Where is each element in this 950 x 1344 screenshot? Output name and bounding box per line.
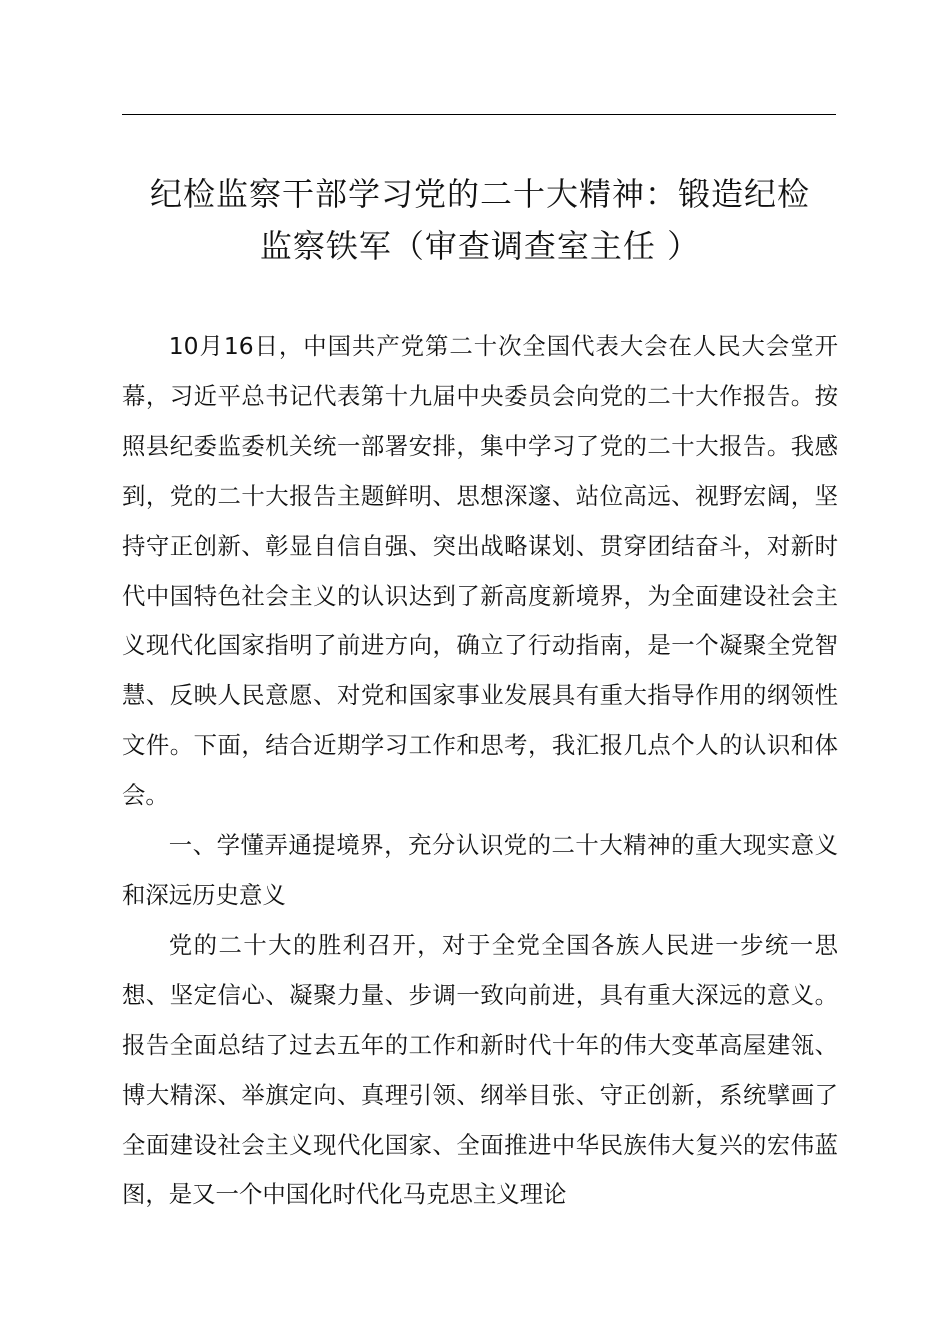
paragraph-section-1: 党的二十大的胜利召开，对于全党全国各族人民进一步统一思想、坚定信心、凝聚力量、步调一致向前进，具有重大深远的意义。报告全面总结了过去五年的工作和新时代十年的伟大变革高屋建瓴、博大精深、举旗定向、真理引领、纲举目张、守正创新，系统擘画了全面建设社会主义现代化国家、全面推进中华民族伟大复兴的宏伟蓝图，是又一个中国化时代化马克思主义理论 [122, 930, 838, 1209]
title-line-2: 监察铁军（审查调查室主任 ） [259, 227, 701, 265]
title-line-1: 纪检监察干部学习党的二十大精神：锻造纪检 [149, 175, 810, 213]
document-title [110, 168, 850, 272]
document-body [122, 322, 838, 1220]
section-heading-1: 一、学懂弄通提境界，充分认识党的二十大精神的重大现实意义和深远历史意义 [122, 831, 838, 909]
paragraph-intro: 10月16日，中国共产党第二十次全国代表大会在人民大会堂开幕，习近平总书记代表第十九届中央委员会向党的二十大作报告。按照县纪委监委机关统一部署安排，集中学习了党的二十大报告。我感到，党的二十大报告主题鲜明、思想深邃、站位高远、视野宏阔，坚持守正创新、彰显自信自强、突出战略谋划、贯穿团结奋斗，对新时代中国特色社会主义的认识达到了新高度新境界，为全面建设社会主义现代化国家指明了前进方向，确立了行动指南，是一个凝聚全党智慧、反映人民意愿、对党和国家事业发展具有重大指导作用的纲领性文件。下面，结合近期学习工作和思考，我汇报几点个人的认识和体会。 [122, 332, 838, 810]
header-rule [122, 114, 836, 115]
